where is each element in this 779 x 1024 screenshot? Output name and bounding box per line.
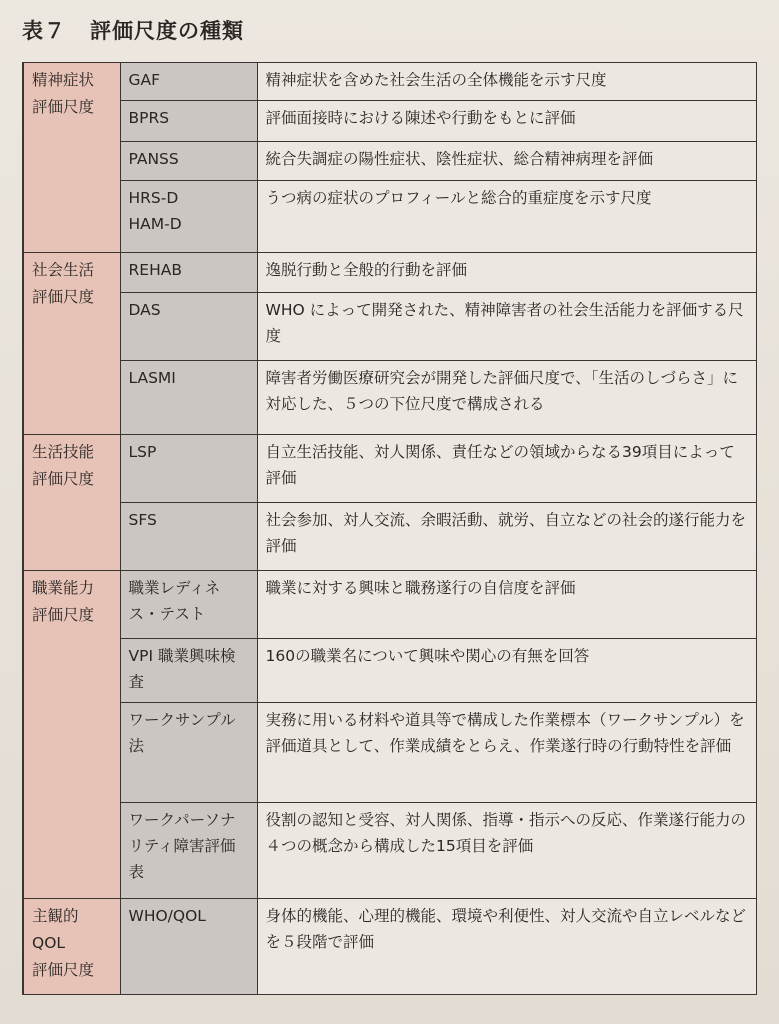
table-row bbox=[23, 571, 757, 639]
scale-name-cell: DAS bbox=[120, 293, 257, 361]
table-row bbox=[23, 142, 757, 181]
scale-name-cell: ワークパーソナリティ障害評価表 bbox=[120, 803, 257, 899]
table-title-text: 評価尺度の種類 bbox=[90, 19, 244, 43]
category-cell: 職業能力 評価尺度 bbox=[23, 571, 120, 899]
description-cell: 統合失調症の陽性症状、陰性症状、総合精神病理を評価 bbox=[257, 142, 757, 181]
category-cell: 精神症状 評価尺度 bbox=[23, 63, 120, 253]
scale-name-cell: REHAB bbox=[120, 253, 257, 293]
description-cell: うつ病の症状のプロフィールと総合的重症度を示す尺度 bbox=[257, 181, 757, 253]
table-row bbox=[23, 253, 757, 293]
table-row bbox=[23, 63, 757, 101]
table-row bbox=[23, 435, 757, 503]
description-cell: 身体的機能、心理的機能、環境や利便性、対人交流や自立レベルなどを５段階で評価 bbox=[257, 899, 757, 995]
scale-name-cell: 職業レディネス・テスト bbox=[120, 571, 257, 639]
description-cell: 社会参加、対人交流、余暇活動、就労、自立などの社会的遂行能力を評価 bbox=[257, 503, 757, 571]
description-cell: 自立生活技能、対人関係、責任などの領域からなる39項目によって評価 bbox=[257, 435, 757, 503]
description-cell: 160の職業名について興味や関心の有無を回答 bbox=[257, 639, 757, 703]
description-cell: WHO によって開発された、精神障害者の社会生活能力を評価する尺度 bbox=[257, 293, 757, 361]
table-row bbox=[23, 639, 757, 703]
description-cell: 精神症状を含めた社会生活の全体機能を示す尺度 bbox=[257, 63, 757, 101]
scale-name-cell: HRS-D HAM-D bbox=[120, 181, 257, 253]
description-cell: 役割の認知と受容、対人関係、指導・指示への反応、作業遂行能力の４つの概念から構成した15項目を評価 bbox=[257, 803, 757, 899]
table-title bbox=[22, 14, 244, 46]
table-row bbox=[23, 803, 757, 899]
description-cell: 逸脱行動と全般的行動を評価 bbox=[257, 253, 757, 293]
scale-name-cell: SFS bbox=[120, 503, 257, 571]
scale-name-cell: WHO/QOL bbox=[120, 899, 257, 995]
table-row bbox=[23, 703, 757, 803]
scale-name-cell: LSP bbox=[120, 435, 257, 503]
scale-name-cell: BPRS bbox=[120, 101, 257, 142]
description-cell: 職業に対する興味と職務遂行の自信度を評価 bbox=[257, 571, 757, 639]
table-number: 表７ bbox=[22, 19, 66, 43]
scale-name-cell: LASMI bbox=[120, 361, 257, 435]
table-row bbox=[23, 361, 757, 435]
scale-name-cell: GAF bbox=[120, 63, 257, 101]
table-row bbox=[23, 293, 757, 361]
category-cell: 社会生活 評価尺度 bbox=[23, 253, 120, 435]
category-cell: 生活技能 評価尺度 bbox=[23, 435, 120, 571]
evaluation-scale-table bbox=[22, 62, 757, 995]
table-row bbox=[23, 181, 757, 253]
description-cell: 障害者労働医療研究会が開発した評価尺度で、「生活のしづらさ」に対応した、５つの下位尺度で構成される bbox=[257, 361, 757, 435]
description-cell: 実務に用いる材料や道具等で構成した作業標本（ワークサンプル）を評価道具として、作業成績をとらえ、作業遂行時の行動特性を評価 bbox=[257, 703, 757, 803]
scale-name-cell: ワークサンプル法 bbox=[120, 703, 257, 803]
scale-name-cell: VPI 職業興味検査 bbox=[120, 639, 257, 703]
description-cell: 評価面接時における陳述や行動をもとに評価 bbox=[257, 101, 757, 142]
table-row bbox=[23, 101, 757, 142]
table-row bbox=[23, 899, 757, 995]
scale-name-cell: PANSS bbox=[120, 142, 257, 181]
table-row bbox=[23, 503, 757, 571]
category-cell: 主観的 QOL 評価尺度 bbox=[23, 899, 120, 995]
